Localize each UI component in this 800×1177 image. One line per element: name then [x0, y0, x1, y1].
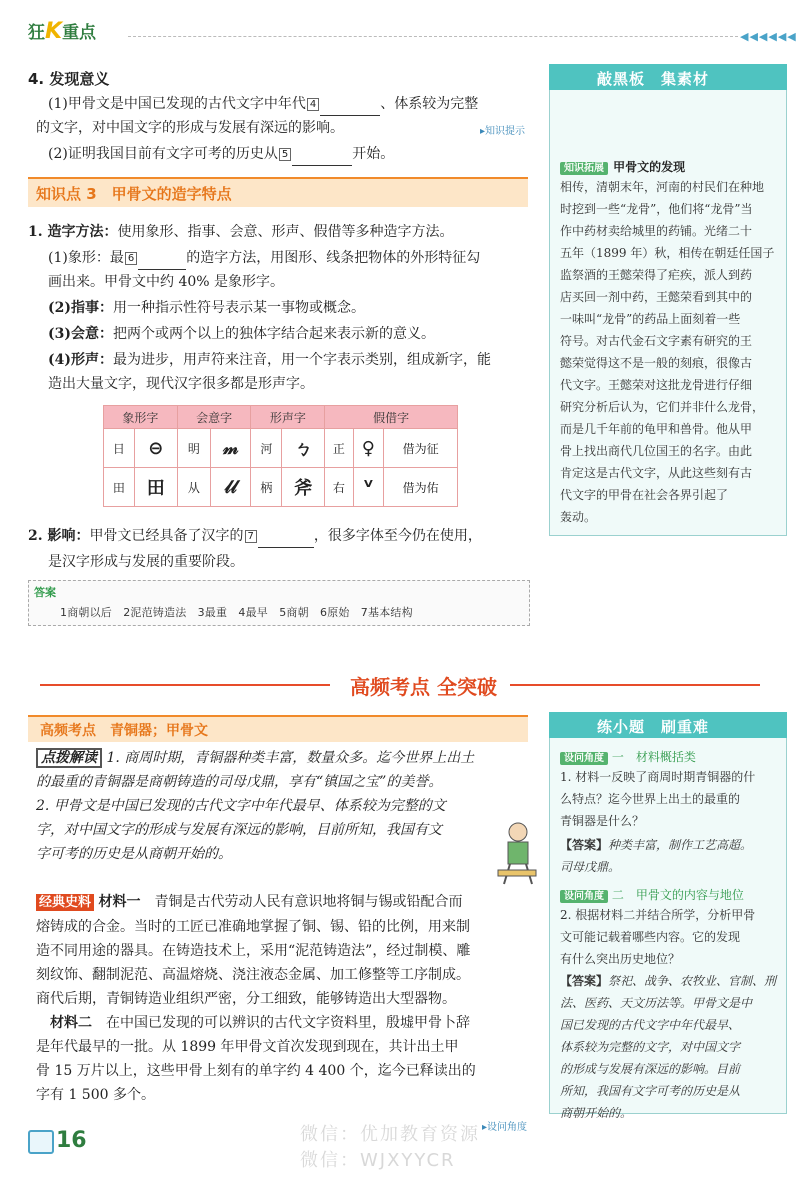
knowledge-point-bar: 知识点 3 甲骨文的造字特点: [28, 177, 528, 207]
table-cell: 从: [177, 468, 210, 507]
table-cell: 田: [104, 468, 135, 507]
table-cell: 日: [104, 429, 135, 468]
table-header: 形声字: [251, 406, 325, 429]
table-cell: 河: [251, 429, 282, 468]
page-number: 16: [56, 1128, 87, 1153]
sidebar-header: 敲黑板 集素材: [549, 64, 787, 90]
question-2: 2. 根据材料二并结合所学，分析甲骨 文可能记载着哪些内容。它的发现 有什么突出历史地位？: [560, 908, 756, 966]
oracle-glyph: ♀: [353, 429, 384, 468]
header-decoration: ◀◀◀◀◀◀: [740, 30, 797, 43]
table-row: [104, 429, 458, 468]
answer-text: 1商朝以后 2泥范铸造法 3最重 4最早 5商朝 6原始 7基本结构: [60, 606, 413, 619]
fill-blank[interactable]: [292, 147, 352, 166]
influence-line-cont: 是汉字形成与发展的重要阶段。: [48, 554, 244, 570]
sidebar-story: 相传，清朝末年，河南的村民们在种地 时挖到一些“龙骨”，他们将“龙骨”当 作中药材卖给城里的药铺。光绪二十 五年（1899 年）秋，相传在朝廷任国子 监祭酒的王懿荣得了疟疾，派人到药 店买回一剂中药，王懿荣看到其中的 一味叫“龙骨”的药品上面刻着一些 符号。对古代金石文字素有研究的王 懿荣觉得这不是一般的刻痕，很像古 代文字。王懿荣对这批龙骨进行仔细 研究分析后认为，它们并非什么龙骨， 而是几千年前的龟甲和兽骨。他从甲 骨上找出商代几位国王的名字。由此 肯定这是古代文字，从此这些刻有古 代文字的甲骨在社会各界引起了 轰动。: [560, 180, 775, 524]
paragraph-sec4-1-cont: 的文字，对中国文字的形成与发展有深远的影响。: [36, 120, 344, 136]
method-ideograph: (3)会意：把两个或两个以上的独体字结合起来表示新的意义。: [48, 326, 435, 342]
question-1: 1. 材料一反映了商周时期青铜器的什 么特点？迄今世界上出土的最重的 青铜器是什么？: [560, 770, 756, 828]
method-phonogram: (4)形声：最为进步，用声符来注音，用一个字表示类别，组成新字，能: [48, 352, 491, 368]
student-illustration: [494, 818, 540, 888]
method-pictograph-cont: 画出来。甲骨文中约 40% 是象形字。: [48, 274, 285, 290]
answer-label: 答案: [34, 586, 56, 599]
watermark: 微信：WJXYYCR: [300, 1150, 456, 1171]
answer-1: 【答案】种类丰富，制作工艺高超。 司母戊鼎。: [560, 838, 753, 874]
table-header: 假借字: [325, 406, 458, 429]
exercise-header: 练小题 刷重难: [549, 712, 787, 738]
table-cell: 明: [177, 429, 210, 468]
brand-logo: 狂K重点: [28, 19, 97, 44]
table-cell: 柄: [251, 468, 282, 507]
table-header: 象形字: [104, 406, 178, 429]
watermark: 微信：优加教育资源: [300, 1124, 480, 1145]
question-angle-link[interactable]: ▸设问角度: [482, 1122, 528, 1133]
high-frequency-bar: 高频考点 青铜器；甲骨文: [28, 715, 528, 742]
table-cell: 右: [325, 468, 353, 507]
oracle-glyph: 田: [134, 468, 177, 507]
paragraph-sec4-1: (1)甲骨文是中国已发现的古代文字中年代 4 、体系较为完整: [48, 92, 528, 116]
sidebar-subtitle: 知识拓展 甲骨文的发现: [560, 156, 685, 175]
paragraph-sec4-2: (2)证明我国目前有文字可考的历史从 5 开始。: [48, 142, 394, 166]
question-angle-1: 设问角度 一 材料概括类: [560, 748, 696, 765]
header-divider: [128, 36, 738, 37]
oracle-glyph: 𝓂: [210, 429, 251, 468]
method-phonogram-cont: 造出大量文字，现代汉字很多都是形声字。: [48, 376, 314, 392]
blank-number: 4: [307, 98, 319, 111]
oracle-glyph: 𝓁𝓁: [210, 468, 251, 507]
fill-blank[interactable]: [320, 97, 380, 116]
oracle-glyph: 斧: [282, 468, 325, 507]
interpretation-tag: 点拨解读: [36, 748, 102, 768]
fill-blank[interactable]: [258, 529, 314, 548]
table-row: [104, 468, 458, 507]
blank-number: 5: [279, 148, 291, 161]
method-pictograph: (1)象形：最 6 的造字方法，用图形、线条把物体的外形特征勾: [48, 246, 480, 270]
fill-blank[interactable]: [138, 251, 186, 270]
section-heading: 高频考点 全突破: [40, 670, 760, 700]
materials-block: 经典史料 材料一 青铜是古代劳动人民有意识地将铜与锡或铅配合而 熔铸成的合金。当时的工匠已准确地掌握了铜、锡、铅的比例，用来制 造不同用途的器具。在铸造技术上，采用“泥范铸造法”，经过制模、雕 刻纹饰、翻制泥范、高温熔烧、浇注液态金属、加工修整等工序制成。 商代后期，青铜铸造业组织严密，分工细致，能够铸造出大型器物。 材料二 在中国已发现的可以辨识的古代文字资料里，殷墟甲骨卜辞 是年代最早的一批。从 1899 年甲骨文首次发现到现在，共计出土甲 骨 15 万片以上，这些甲骨上刻有的单字约 4 400 个，迄今已释读出的 字有 1 500 多个。: [36, 894, 476, 1103]
table-header: 会意字: [177, 406, 251, 429]
question-angle-2: 设问角度 二 甲骨文的内容与地位: [560, 886, 744, 903]
interpretation-block: 点拨解读 1. 商周时期，青铜器种类丰富，数量众多。迄今世界上出土 的最重的青铜器是商朝铸造的司母戊鼎，享有“镇国之宝”的美誉。 2. 甲骨文是中国已发现的古代文字中年代最早、体系较为完整的文 字，对中国文字的形成与发展有深远的影响，目前所知，我国有文 字可考的历史是从商朝开始的。: [36, 750, 475, 862]
table-cell: 借为佑: [384, 468, 458, 507]
knowledge-tip-link[interactable]: ▸知识提示: [480, 126, 526, 137]
classic-material-tag: 经典史料: [36, 894, 94, 911]
method-indicative: (2)指事：用一种指示性符号表示某一事物或概念。: [48, 300, 365, 316]
character-table: [103, 405, 458, 507]
table-cell: 正: [325, 429, 353, 468]
table-cell: 借为征: [384, 429, 458, 468]
oracle-glyph: ⱽ: [353, 468, 384, 507]
influence-line: 2. 影响：甲骨文已经具备了汉字的 7 ，很多字体至今仍在使用，: [28, 524, 482, 548]
method-line: 1. 造字方法：使用象形、指事、会意、形声、假借等多种造字方法。: [28, 224, 454, 240]
section-title-discovery-significance: 4. 发现意义: [28, 70, 110, 88]
oracle-glyph: ㄅ: [282, 429, 325, 468]
page-icon: [28, 1130, 54, 1154]
answer-2: 【答案】祭祀、战争、农牧业、官制、刑 法、医药、天文历法等。甲骨文是中 国已发现的古代文字中年代最早、 体系较为完整的文字，对中国文字 的形成与发展有深远的影响。目前 所知，我国有文字可考的历史是从 商朝开始的。: [560, 974, 777, 1120]
oracle-glyph: ⊖: [134, 429, 177, 468]
